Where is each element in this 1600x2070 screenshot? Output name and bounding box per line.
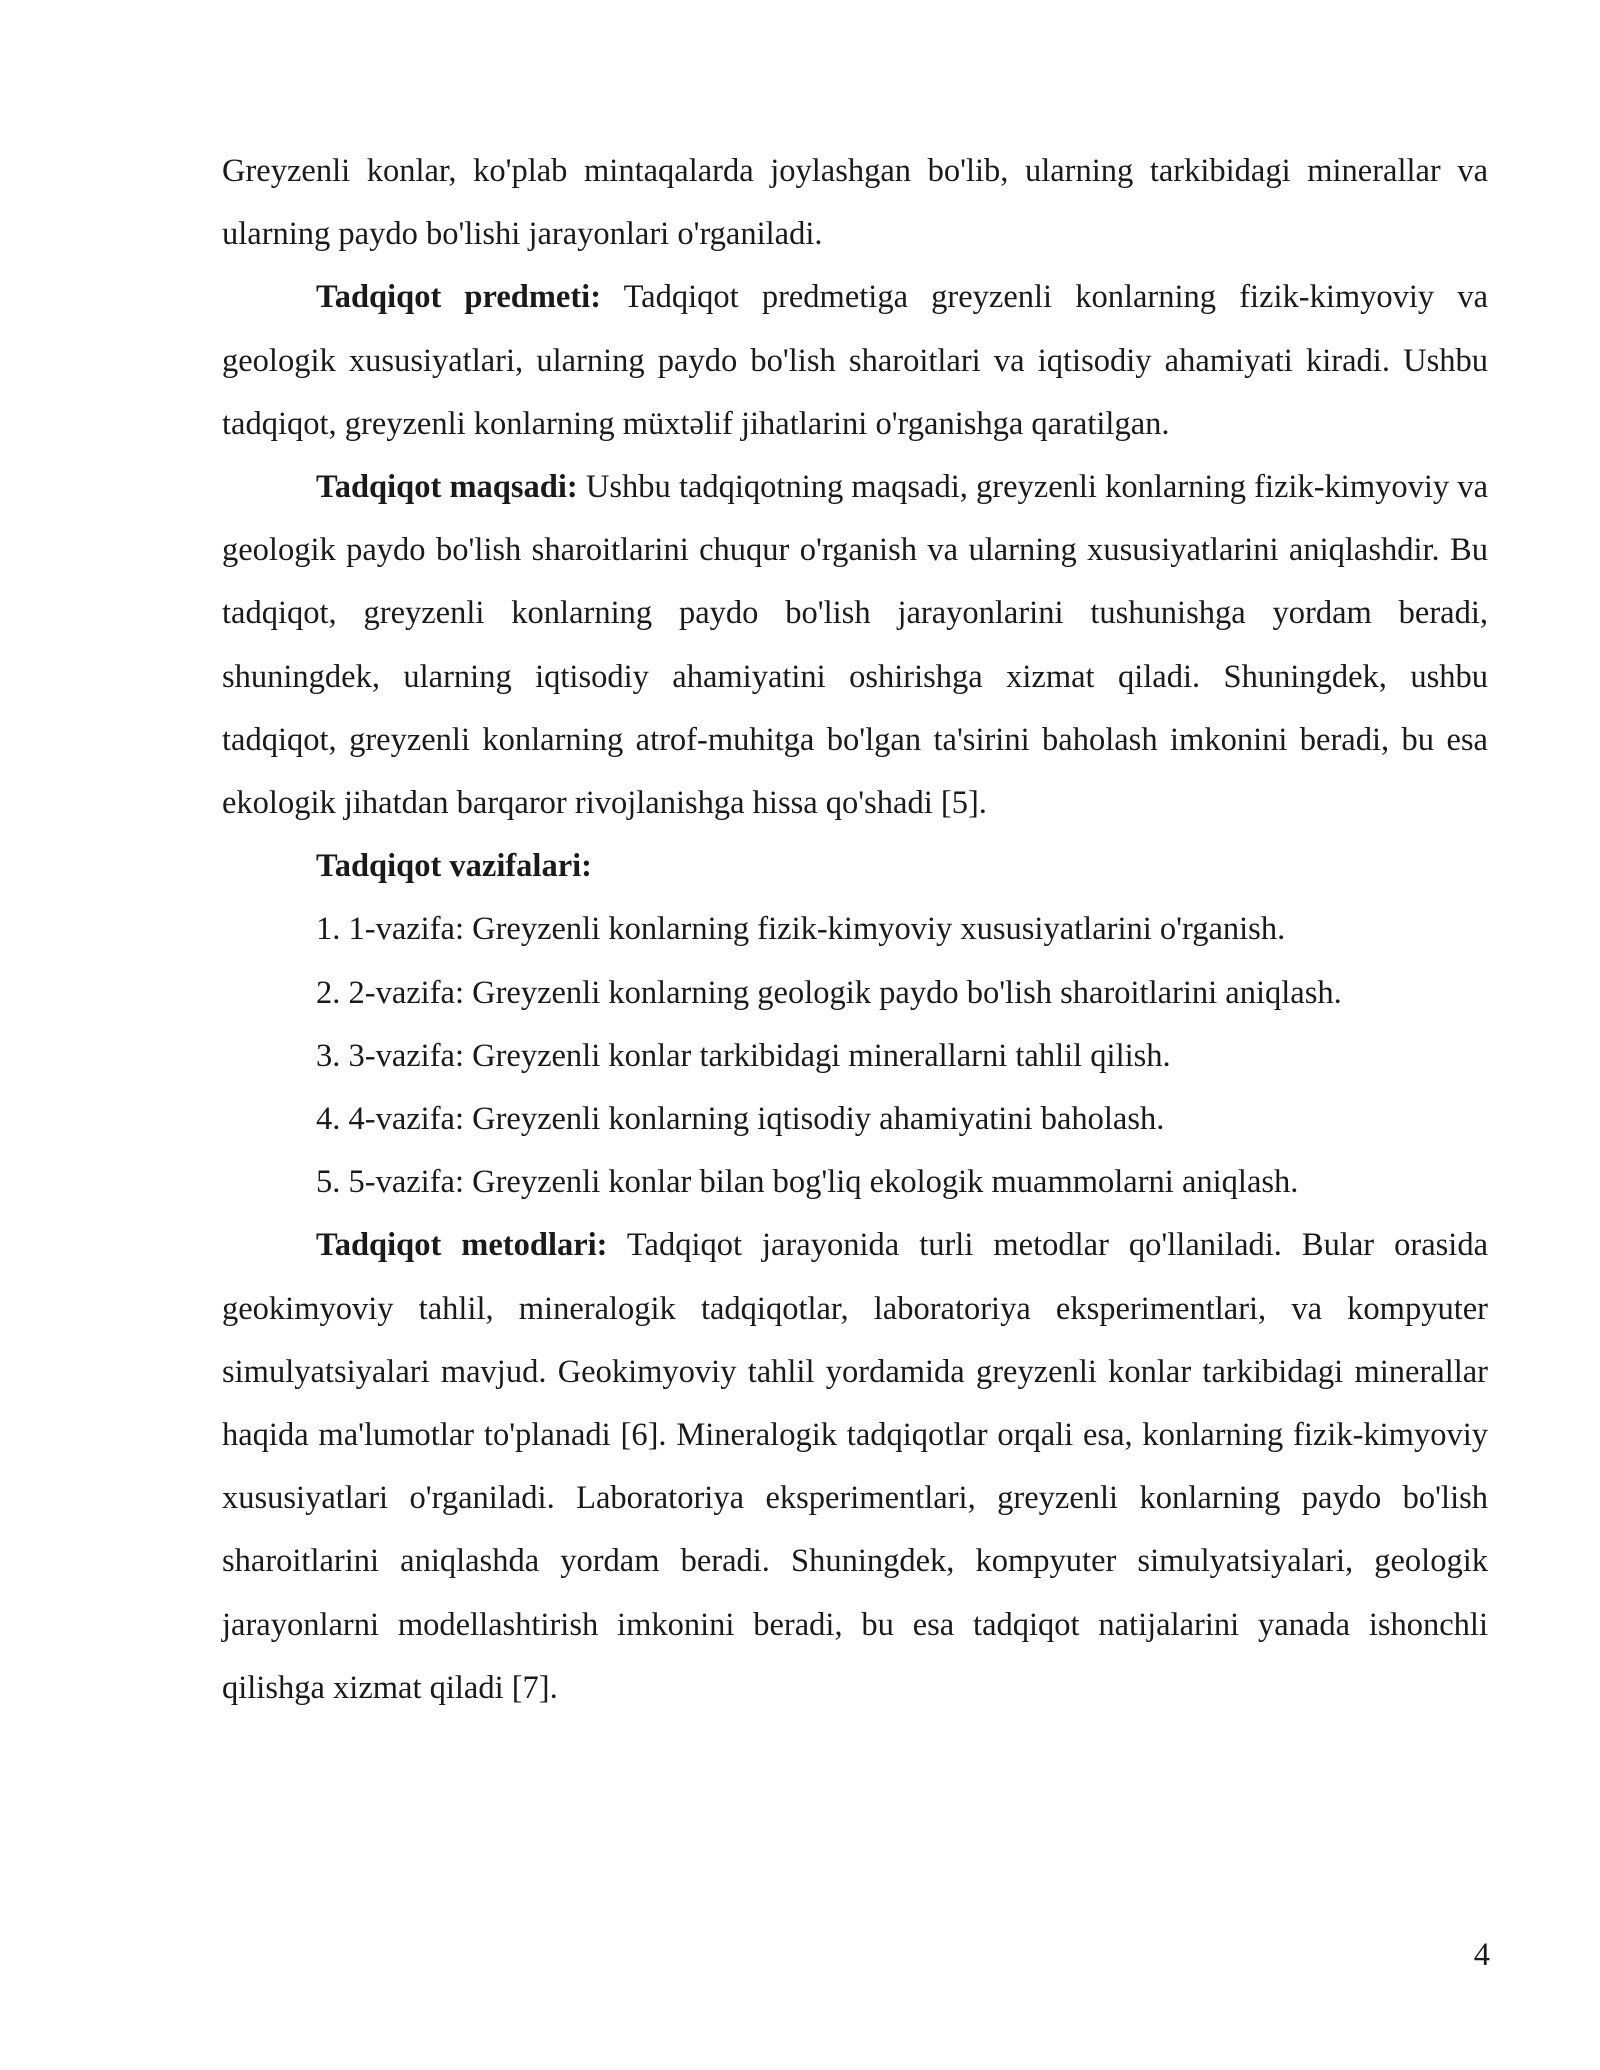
list-item: 3. 3-vazifa: Greyzenli konlar tarkibidagi minerallarni tahlil qilish.: [316, 1037, 1171, 1074]
methods-text: Tadqiqot jarayonida turli metodlar qo'llaniladi. Bular orasida geokimyoviy tahlil, mineralogik tadqiqotlar, laboratoriya eksperimentlari, va kompyuter simulyatsiyalari mavjud. Geokimyoviy tahlil yordamida greyzenli konlar tarkibidagi minerallar haqida ma'lumotlar to'planadi [6]. Mineralogik tadqiqotlar orqali esa, konlarning fizik-kimyoviy xususiyatlari o'rganiladi. Laboratoriya eksperimentlari, greyzenli konlarning paydo bo'lish sharoitlarini aniqlashda yordam beradi. Shuningdek, kompyuter simulyatsiyalari, geologik jarayonlarni modellashtirish imkonini beradi, bu esa tadqiqot natijalarini yanada ishonchli qilishga xizmat qiladi [7].: [222, 1227, 1488, 1706]
methods-paragraph: [222, 1214, 1488, 1720]
document-body: [222, 140, 1488, 1720]
tasks-heading: Tadqiqot vazifalari:: [316, 848, 592, 885]
list-item: 2. 2-vazifa: Greyzenli konlarning geologik paydo bo'lish sharoitlarini aniqlash.: [316, 974, 1342, 1011]
subject-text: Tadqiqot predmetiga greyzenli konlarning fizik-kimyoviy va geologik xususiyatlari, ularning paydo bo'lish sharoitlari va iqtisodiy ahamiyati kiradi. Ushbu tadqiqot, greyzenli konlarning müxtəlif jihatlarini o'rganishga qaratilgan.: [222, 279, 1488, 442]
subject-paragraph: [222, 266, 1488, 456]
goal-heading: Tadqiqot maqsadi:: [316, 469, 578, 506]
list-item: 4. 4-vazifa: Greyzenli konlarning iqtisodiy ahamiyatini baholash.: [316, 1101, 1165, 1138]
intro-paragraph: Greyzenli konlar, ko'plab mintaqalarda joylashgan bo'lib, ularning tarkibidagi minerallar va ularning paydo bo'lishi jarayonlari o'rganiladi.: [222, 153, 1488, 253]
subject-heading: Tadqiqot predmeti:: [316, 279, 602, 316]
tasks-list: [222, 898, 1488, 1214]
methods-heading: Tadqiqot metodlari:: [316, 1227, 608, 1264]
goal-paragraph: [222, 456, 1488, 835]
list-item: 1. 1-vazifa: Greyzenli konlarning fizik-kimyoviy xususiyatlarini o'rganish.: [316, 911, 1286, 948]
page-number: 4: [1473, 1937, 1490, 1973]
goal-text: Ushbu tadqiqotning maqsadi, greyzenli konlarning fizik-kimyoviy va geologik paydo bo'lish sharoitlarini chuqur o'rganish va ularning xususiyatlarini aniqlashdir. Bu tadqiqot, greyzenli konlarning paydo bo'lish jarayonlarini tushunishga yordam beradi, shuningdek, ularning iqtisodiy ahamiyatini oshirishga xizmat qiladi. Shuningdek, ushbu tadqiqot, greyzenli konlarning atrof-muhitga bo'lgan ta'sirini baholash imkonini beradi, bu esa ekologik jihatdan barqaror rivojlanishga hissa qo'shadi [5].: [222, 469, 1488, 822]
list-item: 5. 5-vazifa: Greyzenli konlar bilan bog'liq ekologik muammolarni aniqlash.: [316, 1164, 1299, 1201]
